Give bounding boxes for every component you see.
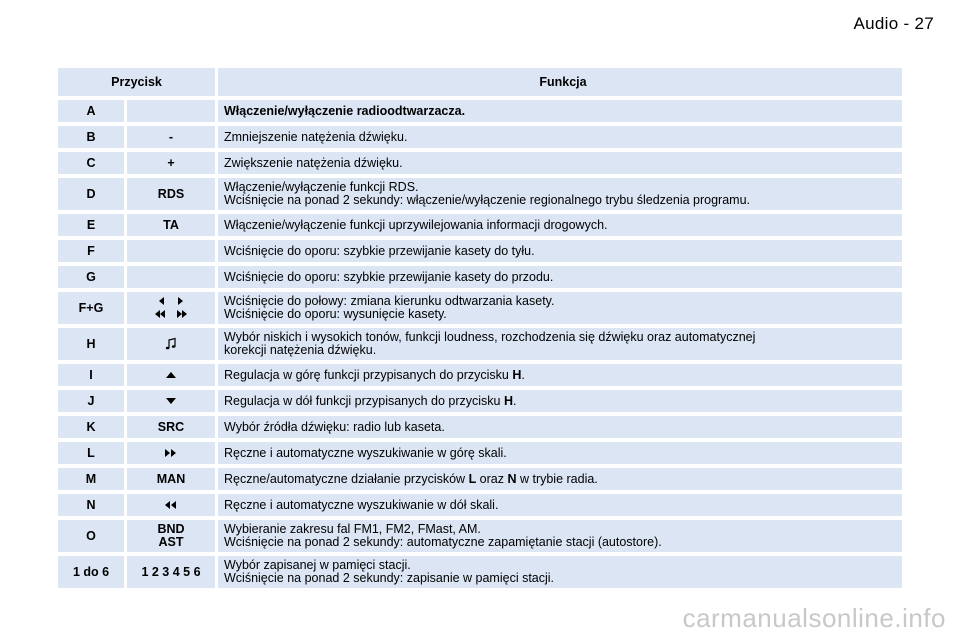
row-key-label: F bbox=[58, 240, 124, 262]
description-line: Wybór zapisanej w pamięci stacji. bbox=[224, 558, 411, 572]
row-key-label: 1 do 6 bbox=[58, 556, 124, 588]
row-button-label bbox=[127, 266, 215, 288]
table-row bbox=[58, 390, 902, 412]
description-line: Wciśnięcie do oporu: szybkie przewijanie kasety do przodu. bbox=[224, 269, 554, 284]
row-button-label bbox=[127, 442, 215, 464]
description-line: Wybór źródła dźwięku: radio lub kaseta. bbox=[224, 419, 445, 434]
row-button-label bbox=[127, 100, 215, 122]
table-row bbox=[58, 152, 902, 174]
description-line: Zmniejszenie natężenia dźwięku. bbox=[224, 129, 408, 144]
table-row bbox=[58, 442, 902, 464]
table-row bbox=[58, 468, 902, 490]
arrow-up-icon bbox=[165, 371, 177, 379]
row-function-description bbox=[218, 328, 902, 360]
row-button-label bbox=[127, 328, 215, 360]
table-row bbox=[58, 126, 902, 148]
arrows-pair-icon bbox=[151, 295, 191, 321]
row-button-text: BND AST bbox=[157, 522, 185, 549]
row-function-description: Regulacja w górę funkcji przypisanych do przycisku H. bbox=[218, 364, 902, 386]
row-key-label: L bbox=[58, 442, 124, 464]
row-button-text: 1 2 3 4 5 6 bbox=[141, 564, 201, 579]
description-line: Wybieranie zakresu fal FM1, FM2, FMast, AM. bbox=[224, 522, 481, 536]
description-line: Wciśnięcie do oporu: szybkie przewijanie kasety do tyłu. bbox=[224, 243, 535, 258]
row-function-description bbox=[218, 152, 902, 174]
row-function-description bbox=[218, 520, 902, 552]
table-row bbox=[58, 214, 902, 236]
row-function-description: Ręczne/automatyczne działanie przycisków L oraz N w trybie radia. bbox=[218, 468, 902, 490]
row-key-label: B bbox=[58, 126, 124, 148]
row-key-label: F+G bbox=[58, 292, 124, 324]
row-key-label: K bbox=[58, 416, 124, 438]
row-function-description bbox=[218, 416, 902, 438]
description-line: korekcji natężenia dźwięku. bbox=[224, 343, 377, 357]
description-line: Wciśnięcie na ponad 2 sekundy: włączenie/wyłączenie regionalnego trybu śledzenia programu. bbox=[224, 193, 750, 207]
row-button-text: RDS bbox=[157, 186, 185, 201]
row-function-description bbox=[218, 240, 902, 262]
row-key-label: N bbox=[58, 494, 124, 516]
row-key-label: C bbox=[58, 152, 124, 174]
table-row bbox=[58, 494, 902, 516]
table-row bbox=[58, 556, 902, 588]
description-line: Wciśnięcie na ponad 2 sekundy: zapisanie w pamięci stacji. bbox=[224, 571, 555, 585]
page-number-label: Audio - 27 bbox=[853, 14, 934, 33]
description-line: Zwiększenie natężenia dźwięku. bbox=[224, 155, 403, 170]
row-button-label bbox=[127, 214, 215, 236]
button-function-table bbox=[58, 68, 902, 592]
row-key-label: O bbox=[58, 520, 124, 552]
table-header-row bbox=[58, 68, 902, 96]
row-button-text: SRC bbox=[157, 419, 185, 434]
table-row bbox=[58, 520, 902, 552]
row-function-description bbox=[218, 442, 902, 464]
table-row bbox=[58, 178, 902, 210]
row-key-label: E bbox=[58, 214, 124, 236]
row-function-description bbox=[218, 126, 902, 148]
row-function-description bbox=[218, 178, 902, 210]
row-button-label bbox=[127, 390, 215, 412]
row-key-label: J bbox=[58, 390, 124, 412]
row-function-description bbox=[218, 292, 902, 324]
column-header-function: Funkcja bbox=[218, 68, 902, 96]
watermark-text: carmanualsonline.info bbox=[682, 603, 946, 633]
row-key-label: D bbox=[58, 178, 124, 210]
row-button-label bbox=[127, 520, 215, 552]
table-row bbox=[58, 100, 902, 122]
arrow-down-icon bbox=[165, 397, 177, 405]
description-line: Włączenie/wyłączenie funkcji RDS. bbox=[224, 180, 419, 194]
row-button-label bbox=[127, 126, 215, 148]
fast-forward-icon bbox=[164, 448, 178, 458]
description-line: Włączenie/wyłączenie funkcji uprzywilejowania informacji drogowych. bbox=[224, 217, 608, 232]
description-line: Ręczne i automatyczne wyszukiwanie w dół skali. bbox=[224, 497, 499, 512]
row-button-label bbox=[127, 152, 215, 174]
column-header-button: Przycisk bbox=[58, 68, 215, 96]
table-row bbox=[58, 266, 902, 288]
table-row bbox=[58, 328, 902, 360]
description-line: Ręczne i automatyczne wyszukiwanie w górę skali. bbox=[224, 445, 507, 460]
row-key-label: M bbox=[58, 468, 124, 490]
description-line: Włączenie/wyłączenie radioodtwarzacza. bbox=[224, 103, 466, 118]
row-button-text: - bbox=[168, 129, 174, 144]
table-row bbox=[58, 364, 902, 386]
description-line: Wybór niskich i wysokich tonów, funkcji loudness, rozchodzenia się dźwięku oraz automatycznej bbox=[224, 330, 756, 344]
row-button-text: MAN bbox=[156, 471, 186, 486]
row-button-label bbox=[127, 556, 215, 588]
row-button-label bbox=[127, 292, 215, 324]
description-line: Wciśnięcie do połowy: zmiana kierunku odtwarzania kasety. bbox=[224, 294, 555, 308]
row-button-label bbox=[127, 468, 215, 490]
row-key-label: H bbox=[58, 328, 124, 360]
row-function-description bbox=[218, 214, 902, 236]
music-note-icon bbox=[164, 337, 178, 351]
table-row bbox=[58, 292, 902, 324]
row-key-label: G bbox=[58, 266, 124, 288]
row-key-label: I bbox=[58, 364, 124, 386]
row-function-description bbox=[218, 100, 902, 122]
table-row bbox=[58, 416, 902, 438]
row-button-text: TA bbox=[163, 217, 179, 232]
row-button-text: + bbox=[167, 155, 175, 170]
description-line: Wciśnięcie do oporu: wysunięcie kasety. bbox=[224, 307, 447, 321]
description-line: Wciśnięcie na ponad 2 sekundy: automatyczne zapamiętanie stacji (autostore). bbox=[224, 535, 662, 549]
row-button-label bbox=[127, 240, 215, 262]
row-button-label bbox=[127, 494, 215, 516]
row-function-description bbox=[218, 266, 902, 288]
row-function-description bbox=[218, 556, 902, 588]
row-button-label bbox=[127, 178, 215, 210]
rewind-icon bbox=[164, 500, 178, 510]
row-function-description bbox=[218, 494, 902, 516]
row-key-label: A bbox=[58, 100, 124, 122]
row-function-description: Regulacja w dół funkcji przypisanych do przycisku H. bbox=[218, 390, 902, 412]
row-button-label bbox=[127, 364, 215, 386]
table-row bbox=[58, 240, 902, 262]
row-button-label bbox=[127, 416, 215, 438]
